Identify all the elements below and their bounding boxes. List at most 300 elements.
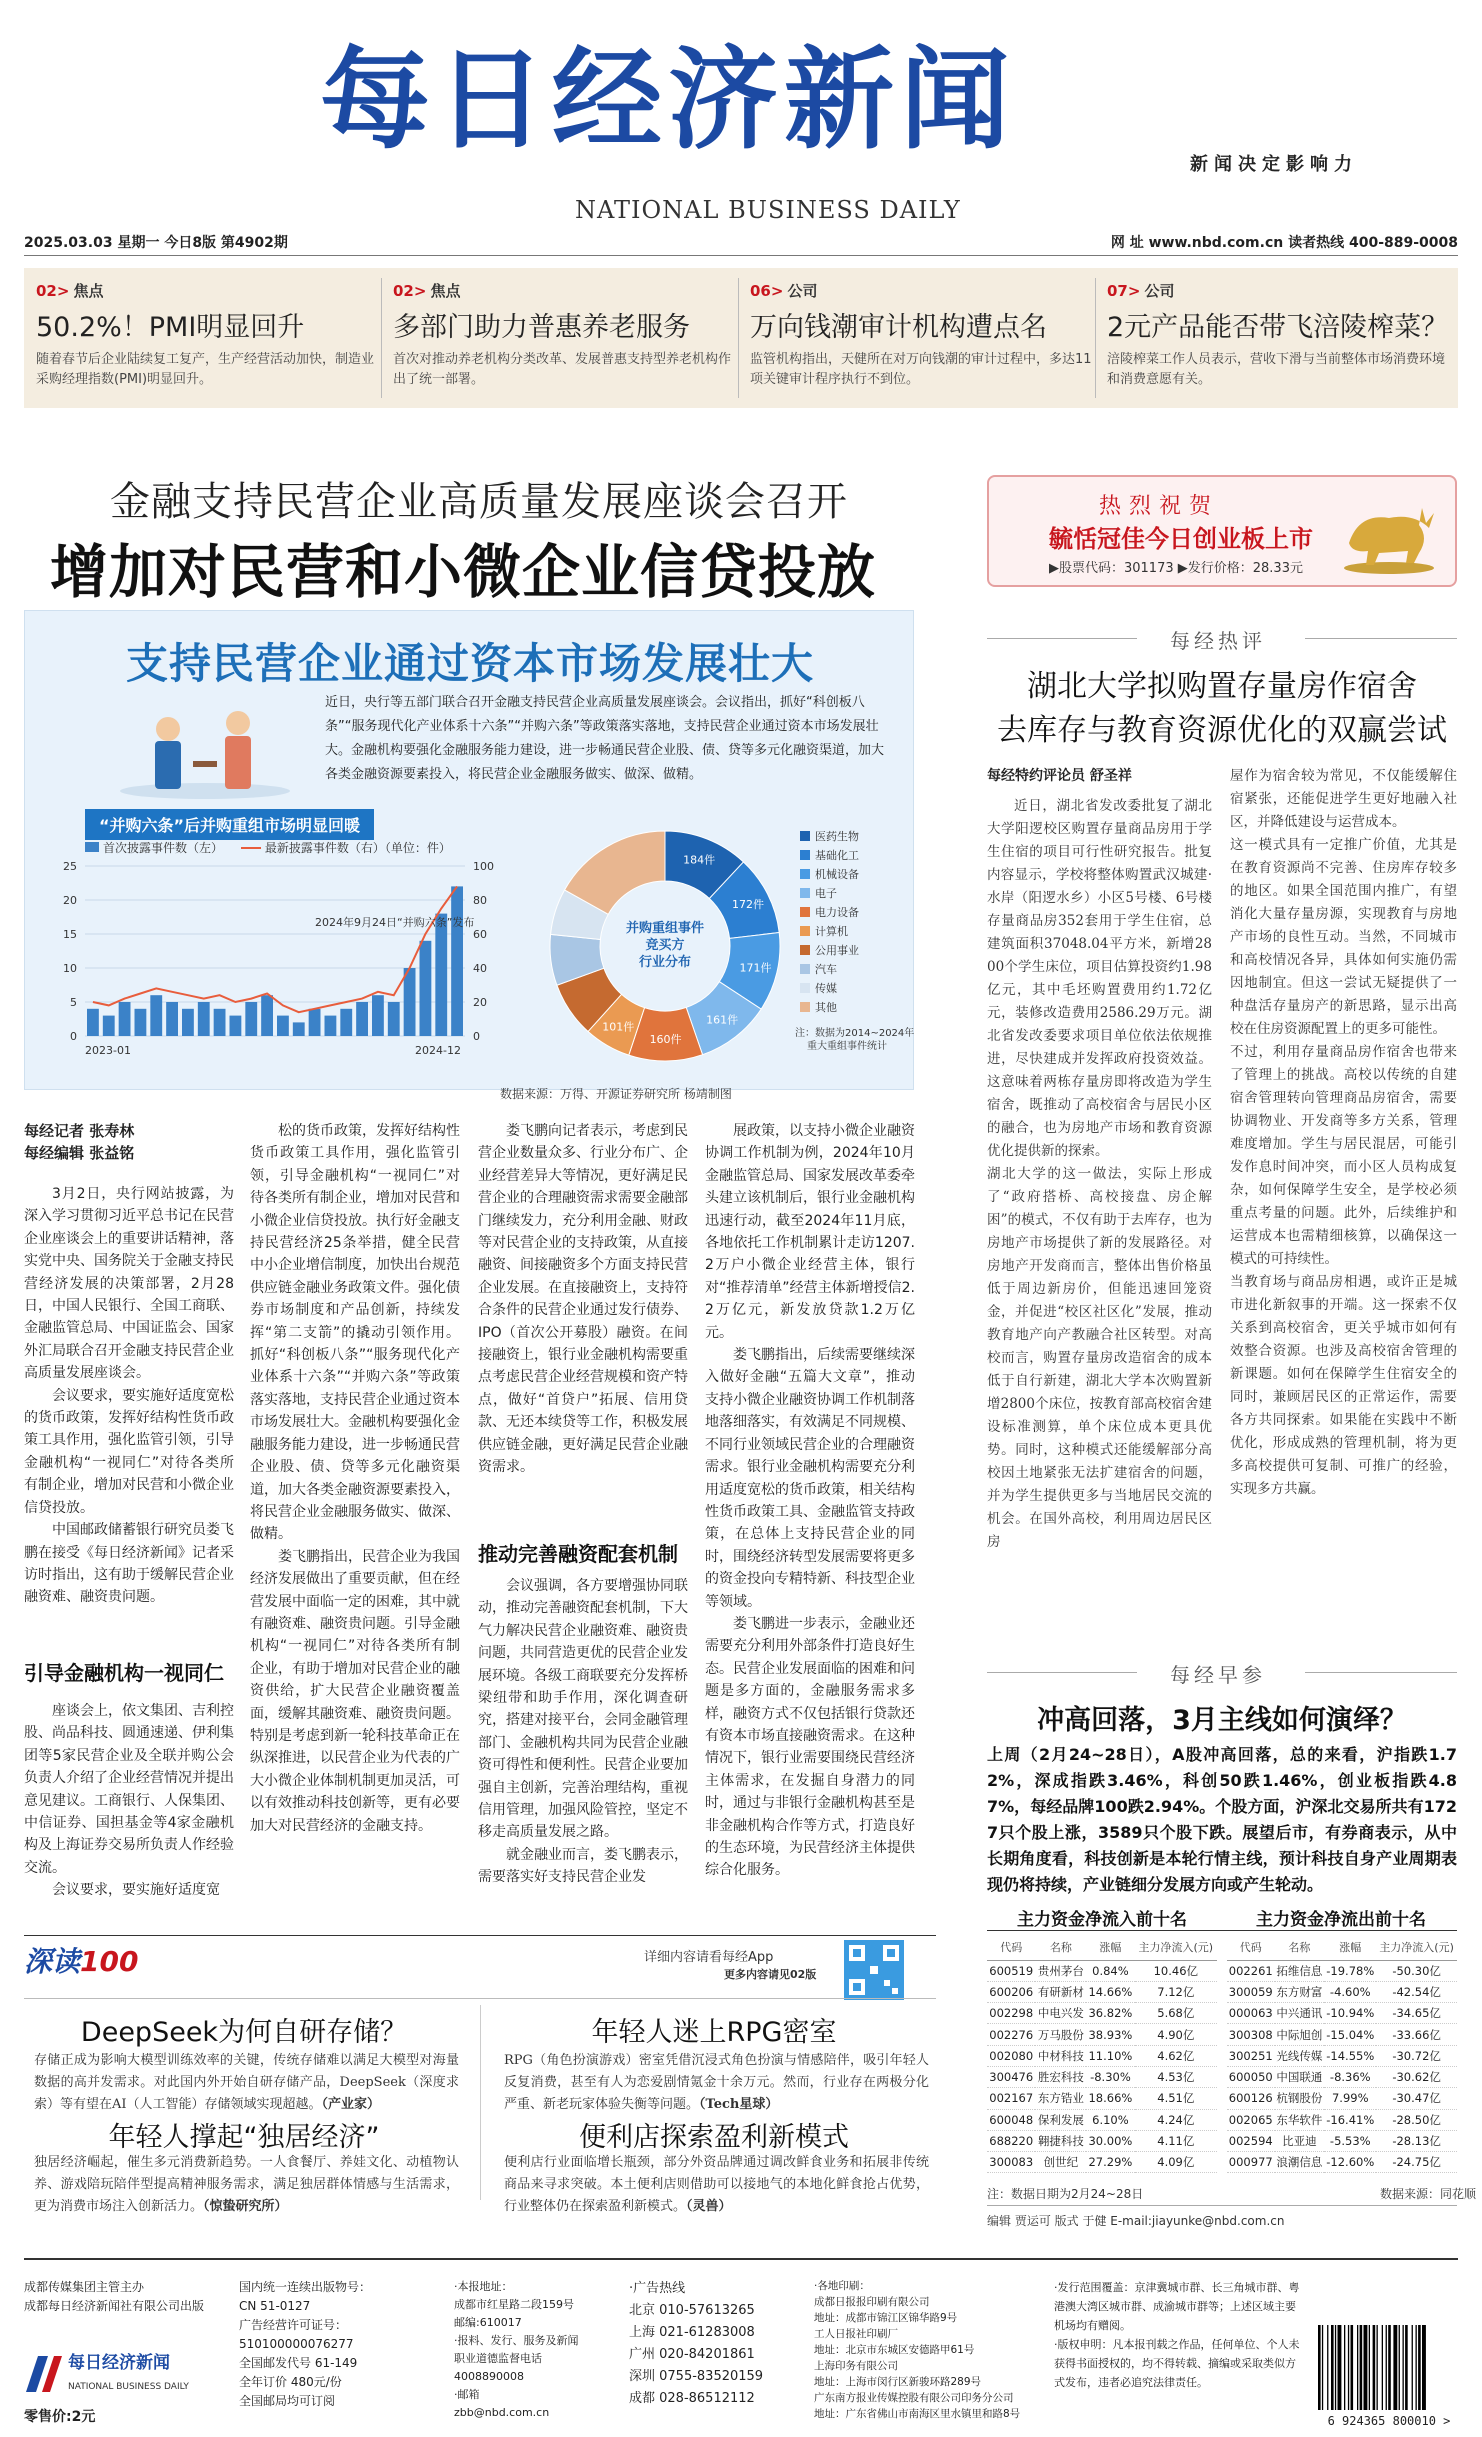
barcode-bar [1388, 2325, 1391, 2410]
bar [150, 995, 162, 1036]
table-cell: 5.68亿 [1135, 2003, 1217, 2024]
deep-title-4[interactable]: 便利店探索盈利新模式 [579, 2122, 849, 2153]
ipo-congrats-ad[interactable] [987, 475, 1457, 587]
barcode-bar [1351, 2325, 1354, 2410]
barcode-bar [1393, 2325, 1397, 2410]
table-row[interactable] [987, 2130, 1217, 2151]
footer-line: 成都传媒集团主管主办 [24, 2280, 145, 2294]
deep-read-logo [24, 1940, 138, 1980]
teaser-item[interactable] [393, 280, 738, 390]
table-row[interactable] [987, 2066, 1217, 2087]
teaser-summary: 监管机构指出，天健所在对万向钱潮的审计过程中，多达11项关键审计程序执行不到位。 [750, 352, 1092, 387]
deep-text-4-body: 便利店行业面临增长瓶颈，部分外资品牌通过调改鲜食业务和拓展非传统商品来寻求突破。本土便利店则借助可以接地气的本地化鲜食抢占优势，行业整体仍在探索盈利新模式。 [504, 2155, 929, 2214]
table-cell: -42.54亿 [1376, 1981, 1457, 2002]
bar [119, 1002, 131, 1036]
teaser-section: 公司 [787, 282, 818, 300]
table-row[interactable] [1227, 2024, 1457, 2045]
opinion-column-1: 近日，湖北省发改委批复了湖北大学阳逻校区购置存量商品房用于学生住宿的项目可行性研究报告。批复内容显示，学校将整体购置武汉城建·水岸（阳逻水乡）小区5号楼、6号楼存量商品房352套用于学生住宿，总建筑面积37048.04平方米，新增2800个学生床位，项目估算投资约1.98亿元，其中毛坯购置费用约1.72亿元，装修改造费用2586.29万元。湖北省发改委要求项目单位依法依规推进，尽快建成并发挥政府投资效益。这意味着两栋存量房即将改造为学生宿舍，既推动了高校宿舍与居民小区的融合，也为房地产市场和教育资源优化提供新的探索。 湖北大学的这一做法，实际上形成了“政府搭桥、高校接盘、房企解困”的模式，不仅有助于去库存，也为房地产市场提供了新的发展路径。对房地产开发商而言，整体出售价格虽低于周边新房价，但能迅速回笼资金，并促进“校区社区化”发展，推动教育地产向产教融合社区转型。对高校而言，购置存量房改造宿舍的成本低于自行新建，湖北大学本次购置新增2800个床位，按教育部高校宿舍建设标准测算，单个床位成本更具优势。同时，这种模式还能缓解部分高校因土地紧张无法扩建宿舍的问题，并为学生提供更多与当地居民交流的机会。在国外高校，利用周边居民区房 [987, 798, 1212, 1550]
table-cell: 杭钢股份 [1275, 2088, 1325, 2109]
chart-subtitle: “并购六条”后并购重组市场明显回暖 [85, 809, 374, 840]
footer-line: 广东南方报业传媒控股有限公司印务分公司 [814, 2392, 1014, 2404]
barcode-bar [1422, 2325, 1426, 2410]
lead-kicker: 金融支持民营企业高质量发展座谈会召开 [110, 479, 848, 525]
legend-label: 计算机 [815, 925, 848, 938]
slice-label: 171件 [739, 961, 772, 975]
legend-label: 汽车 [815, 963, 837, 976]
footer-line: 全年订价 480元/份 [239, 2375, 342, 2389]
subheading-1: 引导金融机构一视同仁 [24, 1661, 224, 1685]
chart-legend [85, 839, 451, 856]
table-note: 注：数据日期为2月24~28日 [987, 2187, 1144, 2201]
table-cell: 600050 [1227, 2066, 1275, 2087]
slice-label: 172件 [731, 898, 764, 912]
legend-label: 电力设备 [815, 906, 859, 919]
table-cell: 4.11亿 [1135, 2130, 1217, 2151]
footer-line: 职业道德监督电话 [454, 2352, 542, 2365]
infographic-intro: 近日，央行等五部门联合召开金融支持民营企业高质量发展座谈会。会议指出，抓好“科创板八条”“服务现代化产业体系十六条”“并购六条”等政策落实落地，支持民营企业通过资本市场发展壮大。金融机构要强化金融服务能力建设，进一步畅通民营企业股、债、贷等多元化融资渠道，加大各类金融资源要素投入，将民营企业金融服务做实、做深、做精。 [325, 695, 885, 782]
teaser-page-ref: 06> [750, 282, 784, 300]
chart-annotation: 2024年9月24日“并购六条”发布 [315, 916, 475, 929]
teaser-summary: 随着春节后企业陆续复工复产，生产经营活动加快，制造业采购经理指数(PMI)明显回升。 [36, 352, 375, 387]
lead-byline [24, 1120, 134, 1164]
table-cell: 浪潮信息 [1275, 2152, 1325, 2173]
table-row[interactable] [1227, 2109, 1457, 2130]
teaser-item[interactable] [1107, 280, 1452, 390]
deep-read-section [24, 1940, 936, 2214]
table-cell: 300251 [1227, 2045, 1275, 2066]
ad-line3: ▶股票代码：301173 ▶发行价格：28.33元 [1049, 561, 1303, 576]
table-cell: -8.36% [1324, 2066, 1376, 2087]
table-cell: 30.00% [1086, 2130, 1134, 2151]
table-row[interactable] [987, 1981, 1217, 2002]
table-row[interactable] [987, 2024, 1217, 2045]
nbd-logo-icon [24, 2352, 64, 2396]
teaser-title: 万向钱潮审计机构遭点名 [750, 312, 1047, 343]
newspaper-title: 每日经济新闻 [320, 35, 1016, 164]
table-cell: 300308 [1227, 2024, 1275, 2045]
barcode-bar [1331, 2325, 1334, 2410]
infographic-title: 支持民营企业通过资本市场发展壮大 [125, 639, 814, 688]
paragraph: 娄飞鹏进一步表示，金融业还需要充分利用外部条件打造良好生态。民营企业发展面临的困难和问题是多方面的，金融服务需求多样，融资方式不仅包括银行贷款还有资本市场直接融资需求。在这种情况下，银行业需要围绕民营经济主体需求，在发掘自身潜力的同时，通过与非银行金融机构甚至是非金融机构合作等方式，打造良好的生态环境，为民营经济主体提供综合化服务。 [705, 1615, 915, 1879]
table-cell: 拓维信息 [1275, 1960, 1325, 1981]
barcode-bar [1338, 2325, 1342, 2410]
deep-text-1-body: 存储正成为影响大模型训练效率的关键，传统存储难以满足大模型对海量数据的高并发需求。对此国内外开始自研存储产品，DeepSeek（深度求索）等有望在AI（人工智能）存储领域实现超越。 [34, 2053, 459, 2112]
column-header: 涨幅 [1086, 1934, 1134, 1960]
y-tick-label: 20 [63, 894, 77, 907]
barcode-bar [1364, 2325, 1368, 2410]
footer-line: 全国邮局均可订阅 [239, 2394, 336, 2408]
article-column-3 [478, 1120, 688, 1530]
people-illustration [115, 681, 295, 801]
page-editor: 编辑 贾运可 版式 于健 E-mail:jiayunke@nbd.com.cn [987, 2214, 1285, 2228]
bar [214, 1009, 226, 1036]
footer-line: 上海印务有限公司 [814, 2360, 898, 2372]
morning-title[interactable]: 冲高回落，3月主线如何演绎？ [1037, 1705, 1407, 1736]
footer-line: 地址：广东省佛山市南海区里水镇里和路8号 [814, 2408, 1021, 2420]
bar [372, 995, 384, 1036]
legend-label: 公用事业 [815, 944, 859, 957]
donut-center-label: 竞买方 [645, 938, 685, 953]
table-row[interactable] [1227, 2088, 1457, 2109]
subheading-2: 推动完善融资配套机制 [478, 1542, 678, 1566]
footer-line: ·广告热线 [629, 2281, 686, 2296]
bar [435, 914, 447, 1036]
table-cell: -19.78% [1324, 1960, 1376, 1981]
table-cell: 东华软件 [1275, 2109, 1325, 2130]
table-cell: 002065 [1227, 2109, 1275, 2130]
contact-info: 网 址 www.nbd.com.cn 读者热线 400-889-0008 [1110, 235, 1458, 251]
footer-line: 4008890008 [454, 2370, 524, 2383]
barcode-bar [1405, 2325, 1408, 2410]
table-cell: 002298 [987, 2003, 1035, 2024]
paragraph: 会议强调，各方要增强协同联动，推动完善融资配套机制，下大气力解决民营企业融资难、融资贵问题，共同营造更优的民营企业发展环境。各级工商联要充分发挥桥梁纽带和助手作用，深化调查研究，搭建对接平台，会同金融管理部门、金融机构共同为民营企业融资可得性和便利性。民营企业要加强自主创新，完善治理结构，重视信用管理，加强风险管控，坚定不移走高质量发展之路。 [478, 1578, 688, 1841]
footer-logo [24, 2350, 224, 2400]
deep-source-4: （灵兽） [686, 2199, 732, 2214]
table-cell: 4.53亿 [1135, 2066, 1217, 2087]
masthead [0, 0, 1482, 240]
footer-logo-cn: 每日经济新闻 [68, 2353, 170, 2373]
barcode-bar [1418, 2325, 1421, 2410]
series-line [93, 886, 457, 1012]
y2-tick-label: 0 [473, 1030, 480, 1043]
table-cell: 翱捷科技 [1035, 2130, 1086, 2151]
paragraph: 会议要求，要实施好适度宽 [52, 1882, 220, 1899]
paragraph: 中国邮政储蓄银行研究员娄飞鹏在接受《每日经济新闻》记者采访时指出，这有助于缓解民营企业融资难、融资贵问题。 [24, 1522, 234, 1606]
table-cell: 4.90亿 [1135, 2024, 1217, 2045]
legend-swatch [800, 850, 810, 860]
table-cell: 东方锆业 [1035, 2088, 1086, 2109]
deep-text-1 [34, 2050, 459, 2116]
barcode-bar [1318, 2325, 1321, 2410]
paragraph: 3月2日，央行网站披露，为深入学习贯彻习近平总书记在民营企业座谈会上的重要讲话精神，落实党中央、国务院关于金融支持民营经济发展的决策部署，2月28日，中国人民银行、全国工商联、金融监管总局、中国证监会、国家外汇局联合召开金融支持民营企业高质量发展座谈会。 [24, 1186, 234, 1382]
table-cell: 胜宏科技 [1035, 2066, 1086, 2087]
teaser-item[interactable] [750, 280, 1095, 390]
paragraph: 娄飞鹏指出，后续需要继续深入做好金融“五篇大文章”，推动支持小微企业融资协调工作机制落地落细落实，有效满足不同规模、不同行业领域民营企业的合理融资需求。银行业金融机构需要充分利用适度宽松的货币政策，相关结构性货币政策工具、金融监管支持政策，在总体上支持民营企业的同时，围绕经济转型发展需要将更多的资金投向专精特新、科技型企业等领域。 [705, 1347, 915, 1610]
bar [166, 1002, 178, 1036]
table-row[interactable] [1227, 2045, 1457, 2066]
table-cell: -30.72亿 [1376, 2045, 1457, 2066]
legend-first: 首次披露事件数（左） [103, 841, 224, 855]
table-cell: -30.47亿 [1376, 2088, 1457, 2109]
barcode-bar [1412, 2325, 1413, 2410]
barcode-bar [1360, 2325, 1363, 2410]
deep-source-1: （产业家） [321, 2097, 381, 2112]
inflow-table [987, 1934, 1217, 2173]
app-qr-icon[interactable] [844, 1940, 904, 2000]
legend-swatch [800, 869, 810, 879]
table-cell: 中材科技 [1035, 2045, 1086, 2066]
footer-line: ·版权申明：凡本报刊载之作品，任何单位、个人未获得书面授权的，均不得转载、摘编或采取类似方式发布，违者必追究法律责任。 [1054, 2338, 1300, 2389]
table-cell: 11.10% [1086, 2045, 1134, 2066]
deep-title-2[interactable]: 年轻人迷上RPG密室 [591, 2017, 837, 2048]
legend-swatch [800, 888, 810, 898]
barcode-bar [1348, 2325, 1349, 2410]
barcode-bar [1377, 2325, 1378, 2410]
table-row[interactable] [987, 2152, 1217, 2173]
table-cell: 600048 [987, 2109, 1035, 2130]
divider [480, 2005, 481, 2200]
table-cell: -4.60% [1324, 1981, 1376, 2002]
legend-label: 医药生物 [815, 830, 859, 843]
bar [293, 1022, 305, 1036]
y2-tick-label: 20 [473, 996, 487, 1009]
article-column-4 [705, 1120, 915, 1925]
table-row[interactable] [1227, 1960, 1457, 1981]
column-header: 涨幅 [1324, 1934, 1376, 1960]
divider [987, 638, 1137, 639]
barcode-bar [1344, 2325, 1345, 2410]
ad-line2: 毓恬冠佳今日创业板上市 [1049, 525, 1313, 553]
article-column-1b [24, 1700, 234, 1925]
table-cell: 光线传媒 [1275, 2045, 1325, 2066]
divider [987, 2205, 1457, 2206]
table-row[interactable] [1227, 1981, 1457, 2002]
bar [135, 1009, 147, 1036]
editor-name: 每经编辑 张益铭 [24, 1144, 135, 1162]
table-cell: 000977 [1227, 2152, 1275, 2173]
table-row[interactable] [1227, 2003, 1457, 2024]
bar [245, 1002, 257, 1036]
table-cell: 0.84% [1086, 1960, 1134, 1981]
table-cell: 中电兴发 [1035, 2003, 1086, 2024]
table-cell: 600126 [1227, 2088, 1275, 2109]
deep-source-2: （Tech星球） [699, 2097, 779, 2112]
y-tick-label: 15 [63, 928, 77, 941]
table-cell: -30.62亿 [1376, 2066, 1457, 2087]
barcode-bar [1386, 2325, 1387, 2410]
table-cell: -34.65亿 [1376, 2003, 1457, 2024]
bar [325, 1016, 337, 1036]
ad-line1: 热烈祝贺 [1099, 494, 1220, 519]
legend-swatch [800, 907, 810, 917]
legend-swatch [800, 1002, 810, 1012]
table-cell: 4.51亿 [1135, 2088, 1217, 2109]
paragraph: 就金融业而言，娄飞鹏表示，需要落实好支持民营企业发 [478, 1846, 688, 1886]
table-row[interactable] [1227, 2130, 1457, 2151]
deep-read-logo-text: 深读 [24, 1945, 81, 1978]
legend-swatch [800, 926, 810, 936]
table-cell: -8.30% [1086, 2066, 1134, 2087]
bar [451, 886, 463, 1036]
table-cell: 10.46亿 [1135, 1960, 1217, 1981]
footer-line: 工人日报社印刷厂 [814, 2328, 898, 2340]
column-header: 代码 [1227, 1934, 1275, 1960]
column-header: 主力净流入(元) [1135, 1934, 1217, 1960]
table-cell: 002080 [987, 2045, 1035, 2066]
table-row[interactable] [1227, 2152, 1457, 2173]
table-cell: -14.55% [1324, 2045, 1376, 2066]
paragraph: 会议要求，要实施好适度宽松的货币政策，发挥好结构性货币政策工具作用，强化监管引领，引导金融机构“一视同仁”对待各类所有制企业，增加对民营和小微企业信贷投放。 [24, 1387, 234, 1516]
x-tick-label: 2024-12 [415, 1044, 461, 1057]
table-cell: 有研新材 [1035, 1981, 1086, 2002]
divider [1305, 1672, 1457, 1673]
issue-date: 2025.03.03 星期一 今日8版 第4902期 [24, 235, 288, 251]
reporter-name: 每经记者 张寿林 [24, 1122, 135, 1140]
footer-line: 广州 020-84201861 [629, 2347, 755, 2362]
table-row[interactable] [1227, 2066, 1457, 2087]
donut-note: 注：数据为2014~2024年 [795, 1028, 915, 1039]
y2-tick-label: 40 [473, 962, 487, 975]
table-cell: 600519 [987, 1960, 1035, 1981]
newspaper-slogan: 新闻决定影响力 [1190, 154, 1358, 175]
opinion-section-header: 每经热评 [1170, 629, 1266, 653]
footer-line: ·发行范围覆盖：京津冀城市群、长三角城市群、粤港澳大湾区城市群、成渝城市群等；上述区域主要机场均有赠阅。 [1054, 2281, 1300, 2332]
y-tick-label: 5 [70, 996, 77, 1009]
bar [261, 995, 273, 1036]
infographic-source: 数据来源：万得、开源证券研究所 杨靖制图 [500, 1087, 732, 1101]
table-cell: 6.10% [1086, 2109, 1134, 2130]
footer-line: 成都日报报印刷有限公司 [814, 2296, 930, 2308]
deep-text-2 [504, 2050, 929, 2116]
table-cell: 36.82% [1086, 2003, 1134, 2024]
barcode-bar [1373, 2325, 1376, 2410]
table-header-row [1227, 1934, 1457, 1960]
teaser-page-ref: 02> [36, 282, 70, 300]
table-cell: 创世纪 [1035, 2152, 1086, 2173]
x-tick-label: 2023-01 [85, 1044, 131, 1057]
table-cell: -24.75亿 [1376, 2152, 1457, 2173]
table-cell: -5.53% [1324, 2130, 1376, 2151]
footer-line: 零售价:2元 [24, 2409, 96, 2425]
footer-line: 地址：成都市锦江区锦华路9号 [814, 2312, 958, 2324]
bar [230, 1016, 242, 1036]
bar [277, 1016, 289, 1036]
bar [356, 1002, 368, 1036]
table-cell: 002594 [1227, 2130, 1275, 2151]
barcode [1314, 2325, 1464, 2410]
more-hint: 更多内容请见02版 [724, 1968, 817, 1981]
table-cell: 002276 [987, 2024, 1035, 2045]
column-header: 名称 [1035, 1934, 1086, 1960]
footer-line: 地址：上海市闵行区新骏环路289号 [814, 2376, 982, 2388]
deep-title-3[interactable]: 年轻人撑起“独居经济” [108, 2122, 380, 2153]
footer-line: 成都市红星路二段159号 [454, 2298, 574, 2311]
footer-printers [814, 2278, 1034, 2422]
column-header: 代码 [987, 1934, 1035, 1960]
footer-line: 广告经营许可证号：510100000076277 [239, 2318, 354, 2351]
footer-line: 邮编:610017 [454, 2316, 522, 2329]
teaser-summary: 首次对推动养老机构分类改革、发展普惠支持型养老机构作出了统一部署。 [393, 352, 732, 387]
article-column-1 [24, 1183, 234, 1643]
table-cell: 4.62亿 [1135, 2045, 1217, 2066]
table-cell: 300083 [987, 2152, 1035, 2173]
infographic [24, 610, 914, 1090]
teaser-tag [1107, 280, 1452, 301]
paragraph: 松的货币政策，发挥好结构性货币政策工具作用，强化监管引领，引导金融机构“一视同仁”对待各类所有制企业，增加对民营和小微企业信贷投放。执行好金融支持民营经济25条举措，健全民营中小企业增信制度，加快出台规范供应链金融业务政策文件。强化债券市场制度和产品创新，持续发挥“第二支箭”的撬动引领作用。抓好“科创板八条”“服务现代化产业体系十六条”“并购六条”等政策落实落地，支持民营企业通过资本市场发展壮大。金融机构要强化金融服务能力建设，进一步畅通民营企业股、债、贷等多元化融资渠道，加大各类金融资源要素投入，将民营企业金融服务做实、做深、做精。 [250, 1123, 460, 1543]
deep-text-4 [504, 2152, 929, 2218]
deep-text-2-body: RPG（角色扮演游戏）密室凭借沉浸式角色扮演与情感陪伴，吸引年轻人反复消费，甚至有人为恋爱剧情氪金十余万元。然而，行业存在两极分化严重、新老玩家体验失衡等问题。 [504, 2053, 929, 2112]
paragraph: 座谈会上，依文集团、吉利控股、尚品科技、圆通速递、伊利集团等5家民营企业及全联并购公会负责人介绍了企业经营情况并提出意见建议。工商银行、人保集团、中信证券、国担基金等4家金融机构及上海证券交易所负责人作经验交流。 [24, 1703, 234, 1876]
donut-note: 重大重组事件统计 [807, 1041, 887, 1052]
table-cell: 东方财富 [1275, 1981, 1325, 2002]
table-row[interactable] [987, 2003, 1217, 2024]
table-cell: 18.66% [1086, 2088, 1134, 2109]
footer-line: ·报料、发行、服务及新闻 [454, 2334, 579, 2347]
footer-line: 成都 028-86512112 [629, 2391, 755, 2406]
table-row[interactable] [987, 2088, 1217, 2109]
table-cell: 贵州茅台 [1035, 1960, 1086, 1981]
deep-title-1[interactable]: DeepSeek为何自研存储？ [80, 2017, 408, 2048]
footer-line: ·各地印刷： [814, 2280, 870, 2292]
table-cell: 002167 [987, 2088, 1035, 2109]
y-tick-label: 25 [63, 860, 77, 873]
table-row[interactable] [987, 1960, 1217, 1981]
divider [1095, 278, 1096, 398]
slice-label: 101件 [602, 1020, 635, 1034]
barcode-bar [1399, 2325, 1400, 2410]
table-cell: 300059 [1227, 1981, 1275, 2002]
table-cell: 300476 [987, 2066, 1035, 2087]
barcode-bar [1327, 2325, 1328, 2410]
teaser-tag [36, 280, 381, 301]
teaser-item[interactable] [36, 280, 381, 390]
teaser-page-ref: 07> [1107, 282, 1141, 300]
table-cell: -15.04% [1324, 2024, 1376, 2045]
issue-info-bar [24, 232, 1458, 252]
legend-label: 机械设备 [815, 868, 859, 881]
table-header-row [987, 1934, 1217, 1960]
donut-center-label: 并购重组事件 [625, 921, 705, 936]
barcode-bar [1416, 2325, 1417, 2410]
deep-source-3: （惊蛰研究所） [203, 2199, 288, 2214]
table-row[interactable] [987, 2109, 1217, 2130]
outflow-table [1227, 1934, 1457, 2173]
donut-center-label: 行业分布 [638, 955, 692, 970]
table-row[interactable] [987, 2045, 1217, 2066]
lead-headline[interactable]: 增加对民营和小微企业信贷投放 [50, 538, 877, 606]
legend-swatch [800, 831, 810, 841]
deep-text-3 [34, 2152, 459, 2218]
divider [987, 1930, 1457, 1931]
table-cell: -28.50亿 [1376, 2109, 1457, 2130]
bar [404, 968, 416, 1036]
table-cell: 27.29% [1086, 2152, 1134, 2173]
slice-label: 160件 [649, 1032, 682, 1046]
app-hint: 详细内容请看每经App [644, 1950, 774, 1965]
footer-registration [239, 2278, 439, 2411]
table-cell: 7.99% [1324, 2088, 1376, 2109]
footer-notices [1054, 2278, 1304, 2392]
divider [24, 1935, 936, 1936]
table-cell: 4.09亿 [1135, 2152, 1217, 2173]
table-cell: 中际旭创 [1275, 2024, 1325, 2045]
footer-line: 上海 021-61283008 [629, 2325, 755, 2340]
table-cell: 中国联通 [1275, 2066, 1325, 2087]
table-cell: -33.66亿 [1376, 2024, 1457, 2045]
bar [103, 1016, 115, 1036]
teaser-strip [24, 268, 1458, 408]
y-tick-label: 0 [70, 1030, 77, 1043]
bar [420, 941, 432, 1036]
footer-address [454, 2278, 614, 2422]
deep-text-3-body: 独居经济崛起，催生多元消费新趋势。一人食餐厅、养娃文化、动植物认养、游戏陪玩陪伴型提高精神服务需求，满足独居群体情感与生活需求，更为消费市场注入创新活力。 [34, 2155, 459, 2214]
bar [388, 1002, 400, 1036]
table-cell: 4.24亿 [1135, 2109, 1217, 2130]
divider [24, 1998, 936, 1999]
y2-tick-label: 60 [473, 928, 487, 941]
table-cell: -50.30亿 [1376, 1960, 1457, 1981]
table-cell: 002261 [1227, 1960, 1275, 1981]
y2-tick-label: 80 [473, 894, 487, 907]
footer-ad-hotline [629, 2278, 799, 2410]
table-cell: 7.12亿 [1135, 1981, 1217, 2002]
slice-label: 161件 [706, 1013, 739, 1027]
legend-swatch [800, 983, 810, 993]
table-cell: 14.66% [1086, 1981, 1134, 2002]
table-cell: 比亚迪 [1275, 2130, 1325, 2151]
bar [340, 1009, 352, 1036]
opinion-title[interactable]: 湖北大学拟购置存量房作宿舍 去库存与教育资源优化的双赢尝试 [997, 669, 1447, 748]
